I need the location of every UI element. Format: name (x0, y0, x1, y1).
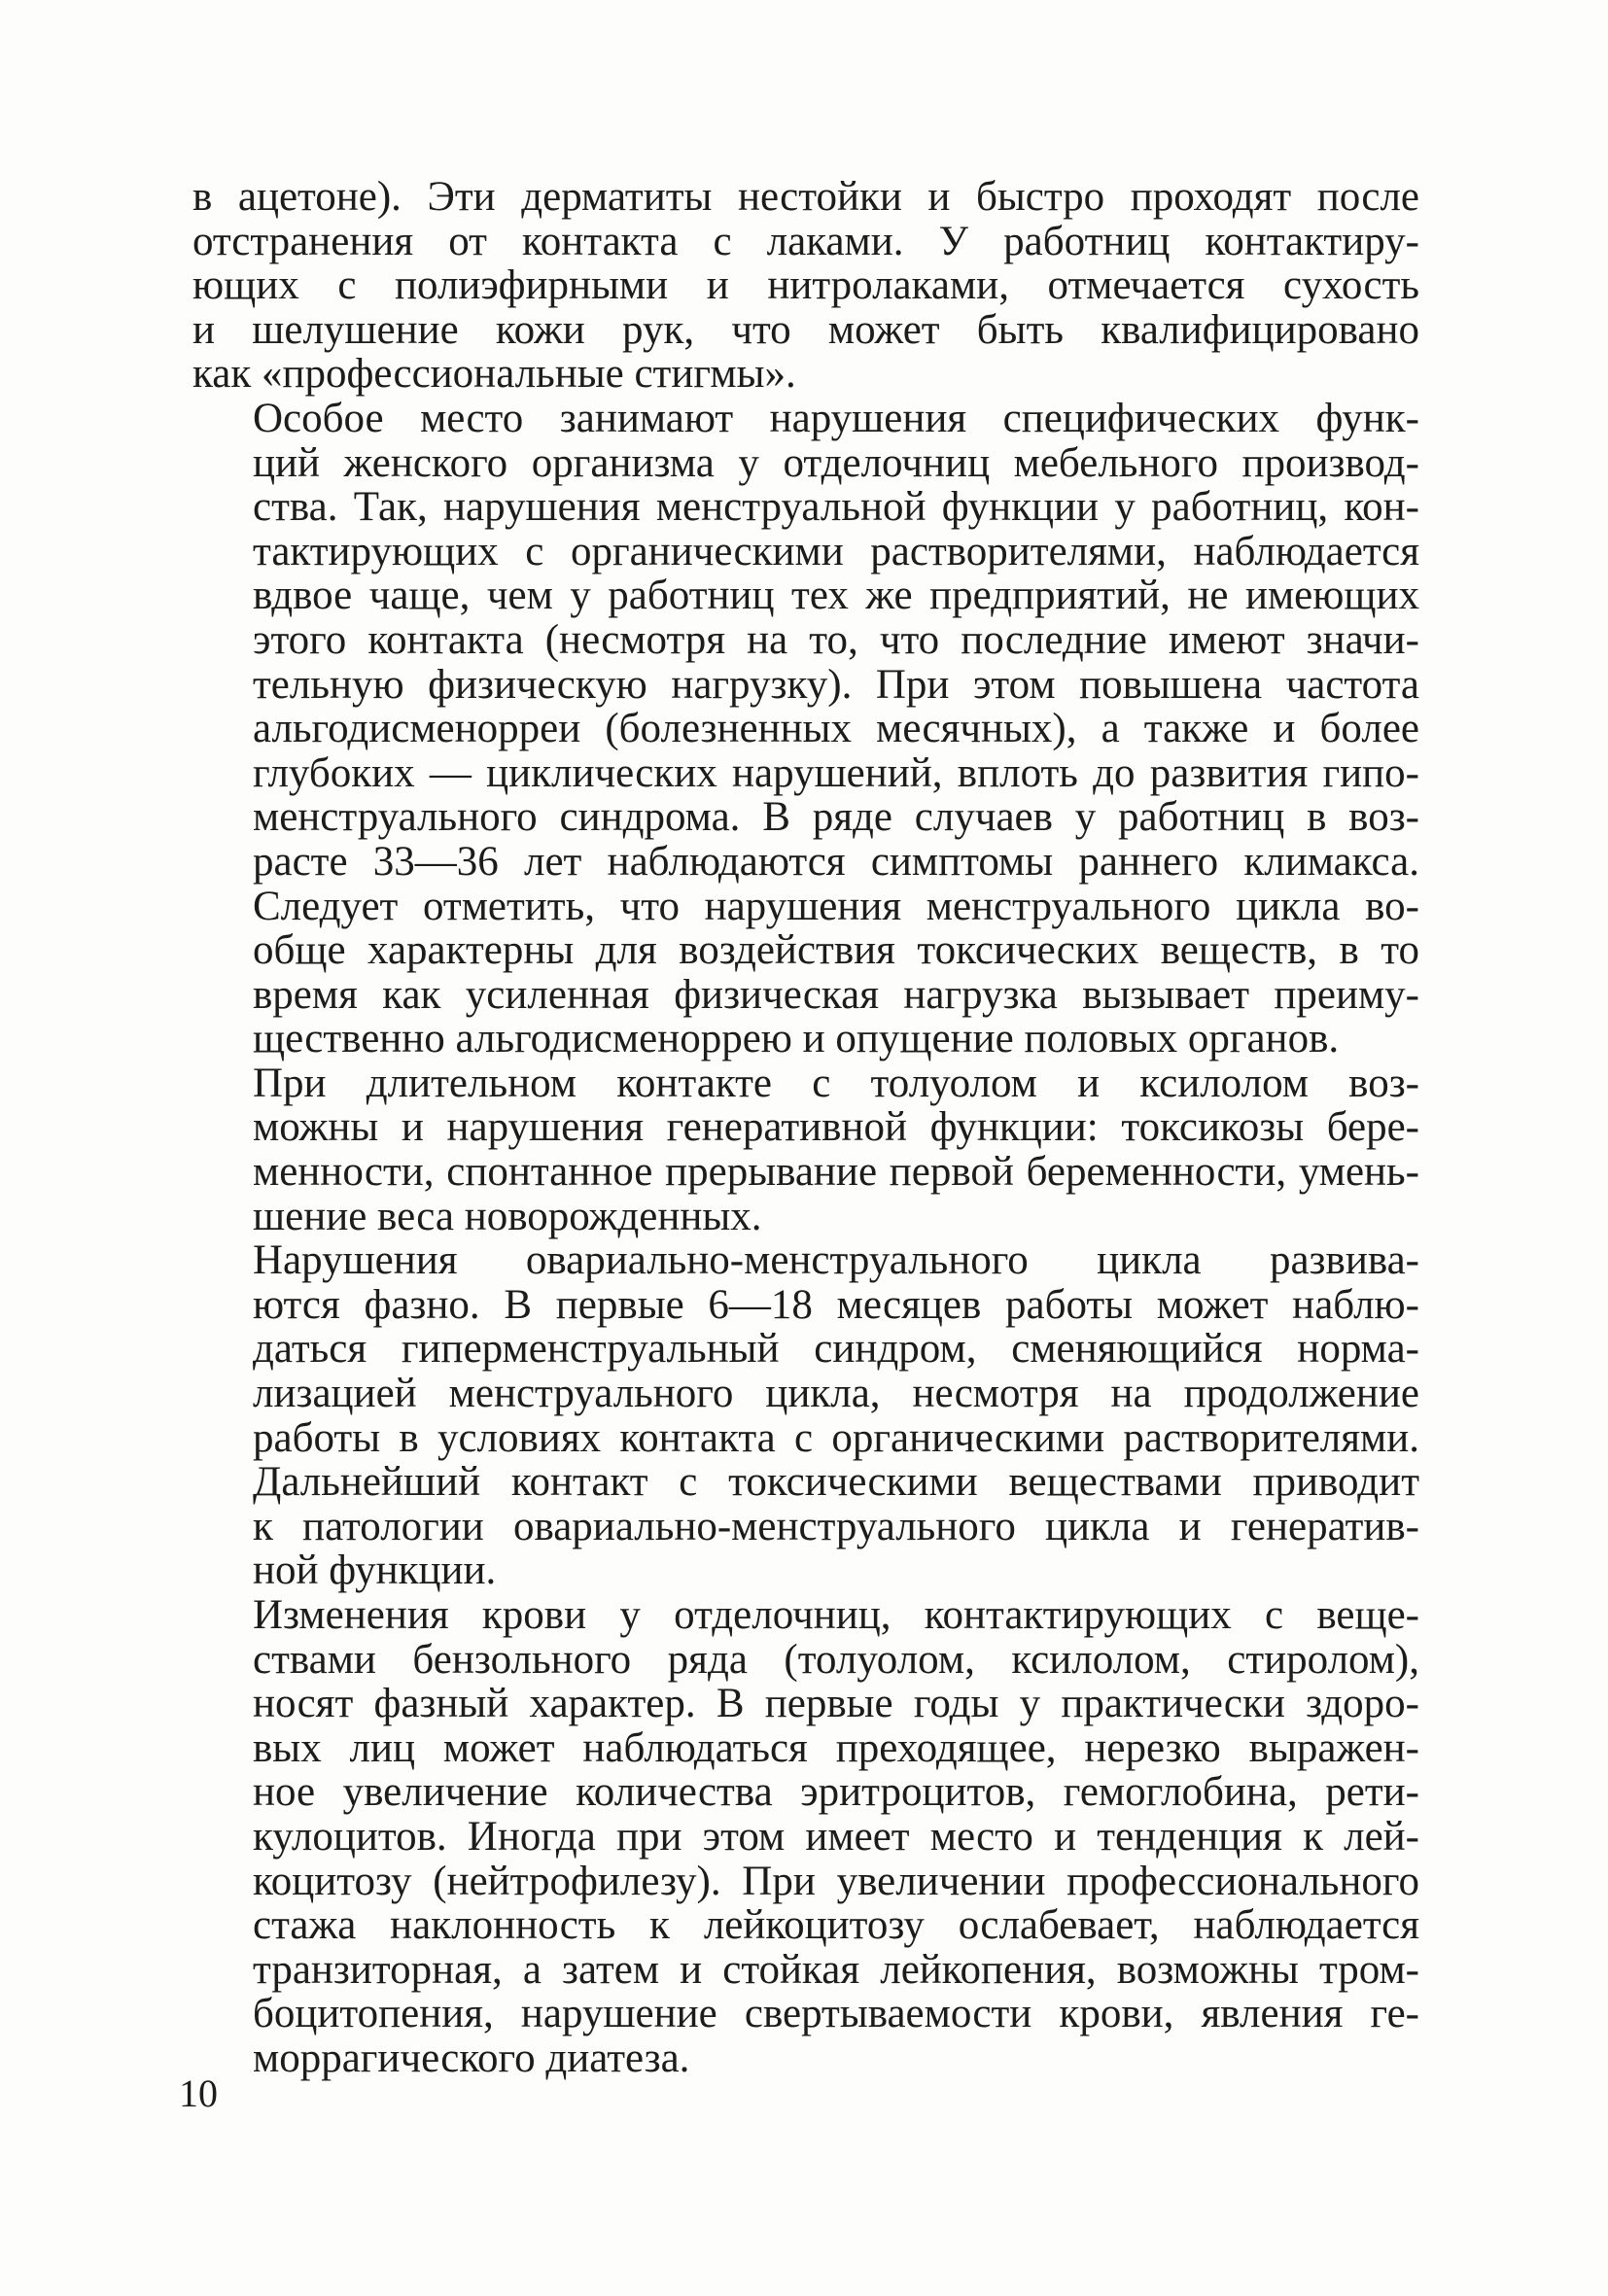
text-line: вдвое чаще, чем у работниц тех же предприятий, не имеющих (253, 573, 1419, 619)
text-line: время как усиленная физическая нагрузка вызывает преиму- (253, 971, 1419, 1018)
text-line: шение веса новорожденных. (253, 1193, 762, 1239)
text-line: вых лиц может наблюдаться преходящее, нерезко выражен- (253, 1724, 1419, 1771)
text-line: лизацией менструального цикла, несмотря на продолжение (253, 1371, 1419, 1417)
text-line: носят фазный характер. В первые годы у практически здоро- (253, 1681, 1419, 1727)
text-line: кулоцитов. Иногда при этом имеет место и тенденция к лей- (253, 1813, 1419, 1860)
text-line: моррагического диатеза. (253, 2035, 690, 2081)
text-line: к патологии овариально-менструального цикла и генератив- (253, 1503, 1419, 1549)
text-line: ной функции. (253, 1548, 497, 1594)
text-line: Следует отметить, что нарушения менструального цикла во- (253, 883, 1419, 929)
text-line: При длительном контакте с толуолом и ксилолом воз- (253, 1060, 1419, 1106)
text-line: ющих с полиэфирными и нитролаками, отмечается сухость (192, 262, 1419, 309)
text-line: этого контакта (несмотря на то, что последние имеют значи- (253, 616, 1419, 663)
text-line: расте 33—36 лет наблюдаются симптомы раннего климакса. (253, 838, 1419, 885)
body-text (192, 175, 1419, 2081)
text-line: стажа наклонность к лейкоцитозу ослабевает, наблюдается (253, 1902, 1419, 1949)
text-line: ное увеличение количества эритроцитов, гемоглобина, рети- (253, 1769, 1419, 1816)
text-line: Изменения крови у отделочниц, контактирующих с веще- (253, 1592, 1419, 1638)
text-line: щественно альгодисменоррею и опущение половых органов. (253, 1016, 1340, 1062)
text-line: даться гиперменструальный синдром, сменяющийся норма- (253, 1326, 1419, 1373)
text-line: менности, спонтанное прерывание первой беременности, умень- (253, 1149, 1419, 1196)
text-line: и шелушение кожи рук, что может быть квалифицировано (192, 306, 1419, 353)
text-line: альгодисменорреи (болезненных месячных), а также и более (253, 706, 1419, 752)
text-line: глубоких — циклических нарушений, вплоть до развития гипо- (253, 749, 1419, 796)
text-line: Дальнейший контакт с токсическими веществами приводит (253, 1459, 1419, 1506)
text-line: Нарушения овариально-менструального цикла развива- (253, 1237, 1419, 1284)
text-line: отстранения от контакта с лаками. У работниц контактиру- (192, 218, 1419, 264)
text-line: ства. Так, нарушения менструальной функции у работниц, кон- (253, 484, 1419, 531)
text-line: боцитопения, нарушение свертываемости крови, явления ге- (253, 1991, 1419, 2037)
text-line: в ацетоне). Эти дерматиты нестойки и быстро проходят после (192, 174, 1419, 220)
paragraph (192, 397, 1419, 1061)
text-line: обще характерны для воздействия токсических веществ, в то (253, 927, 1419, 974)
text-line: транзиторная, а затем и стойкая лейкопения, возможны тром- (253, 1946, 1419, 1993)
text-line: ций женского организма у отделочниц мебельного производ- (253, 439, 1419, 486)
text-line: работы в условиях контакта с органическими растворителями. (253, 1414, 1419, 1461)
text-line: ются фазно. В первые 6—18 месяцев работы может наблю- (253, 1281, 1419, 1328)
paragraph (192, 1593, 1419, 2081)
paragraph (192, 175, 1419, 397)
page-number: 10 (179, 2071, 218, 2115)
text-line: ствами бензольного ряда (толуолом, ксилолом, стиролом), (253, 1636, 1419, 1683)
paragraph (192, 1061, 1419, 1238)
text-line: Особое место занимают нарушения специфических функ- (253, 395, 1419, 441)
text-line: как «профессиональные стигмы». (192, 351, 796, 398)
paragraph (192, 1238, 1419, 1593)
text-line: коцитозу (нейтрофилезу). При увеличении профессионального (253, 1858, 1419, 1904)
text-line: можны и нарушения генеративной функции: токсикозы бере- (253, 1104, 1419, 1151)
text-line: тельную физическую нагрузку). При этом повышена частота (253, 661, 1419, 708)
text-line: тактирующих с органическими растворителями, наблюдается (253, 528, 1419, 574)
text-line: менструального синдрома. В ряде случаев у работниц в воз- (253, 794, 1419, 841)
